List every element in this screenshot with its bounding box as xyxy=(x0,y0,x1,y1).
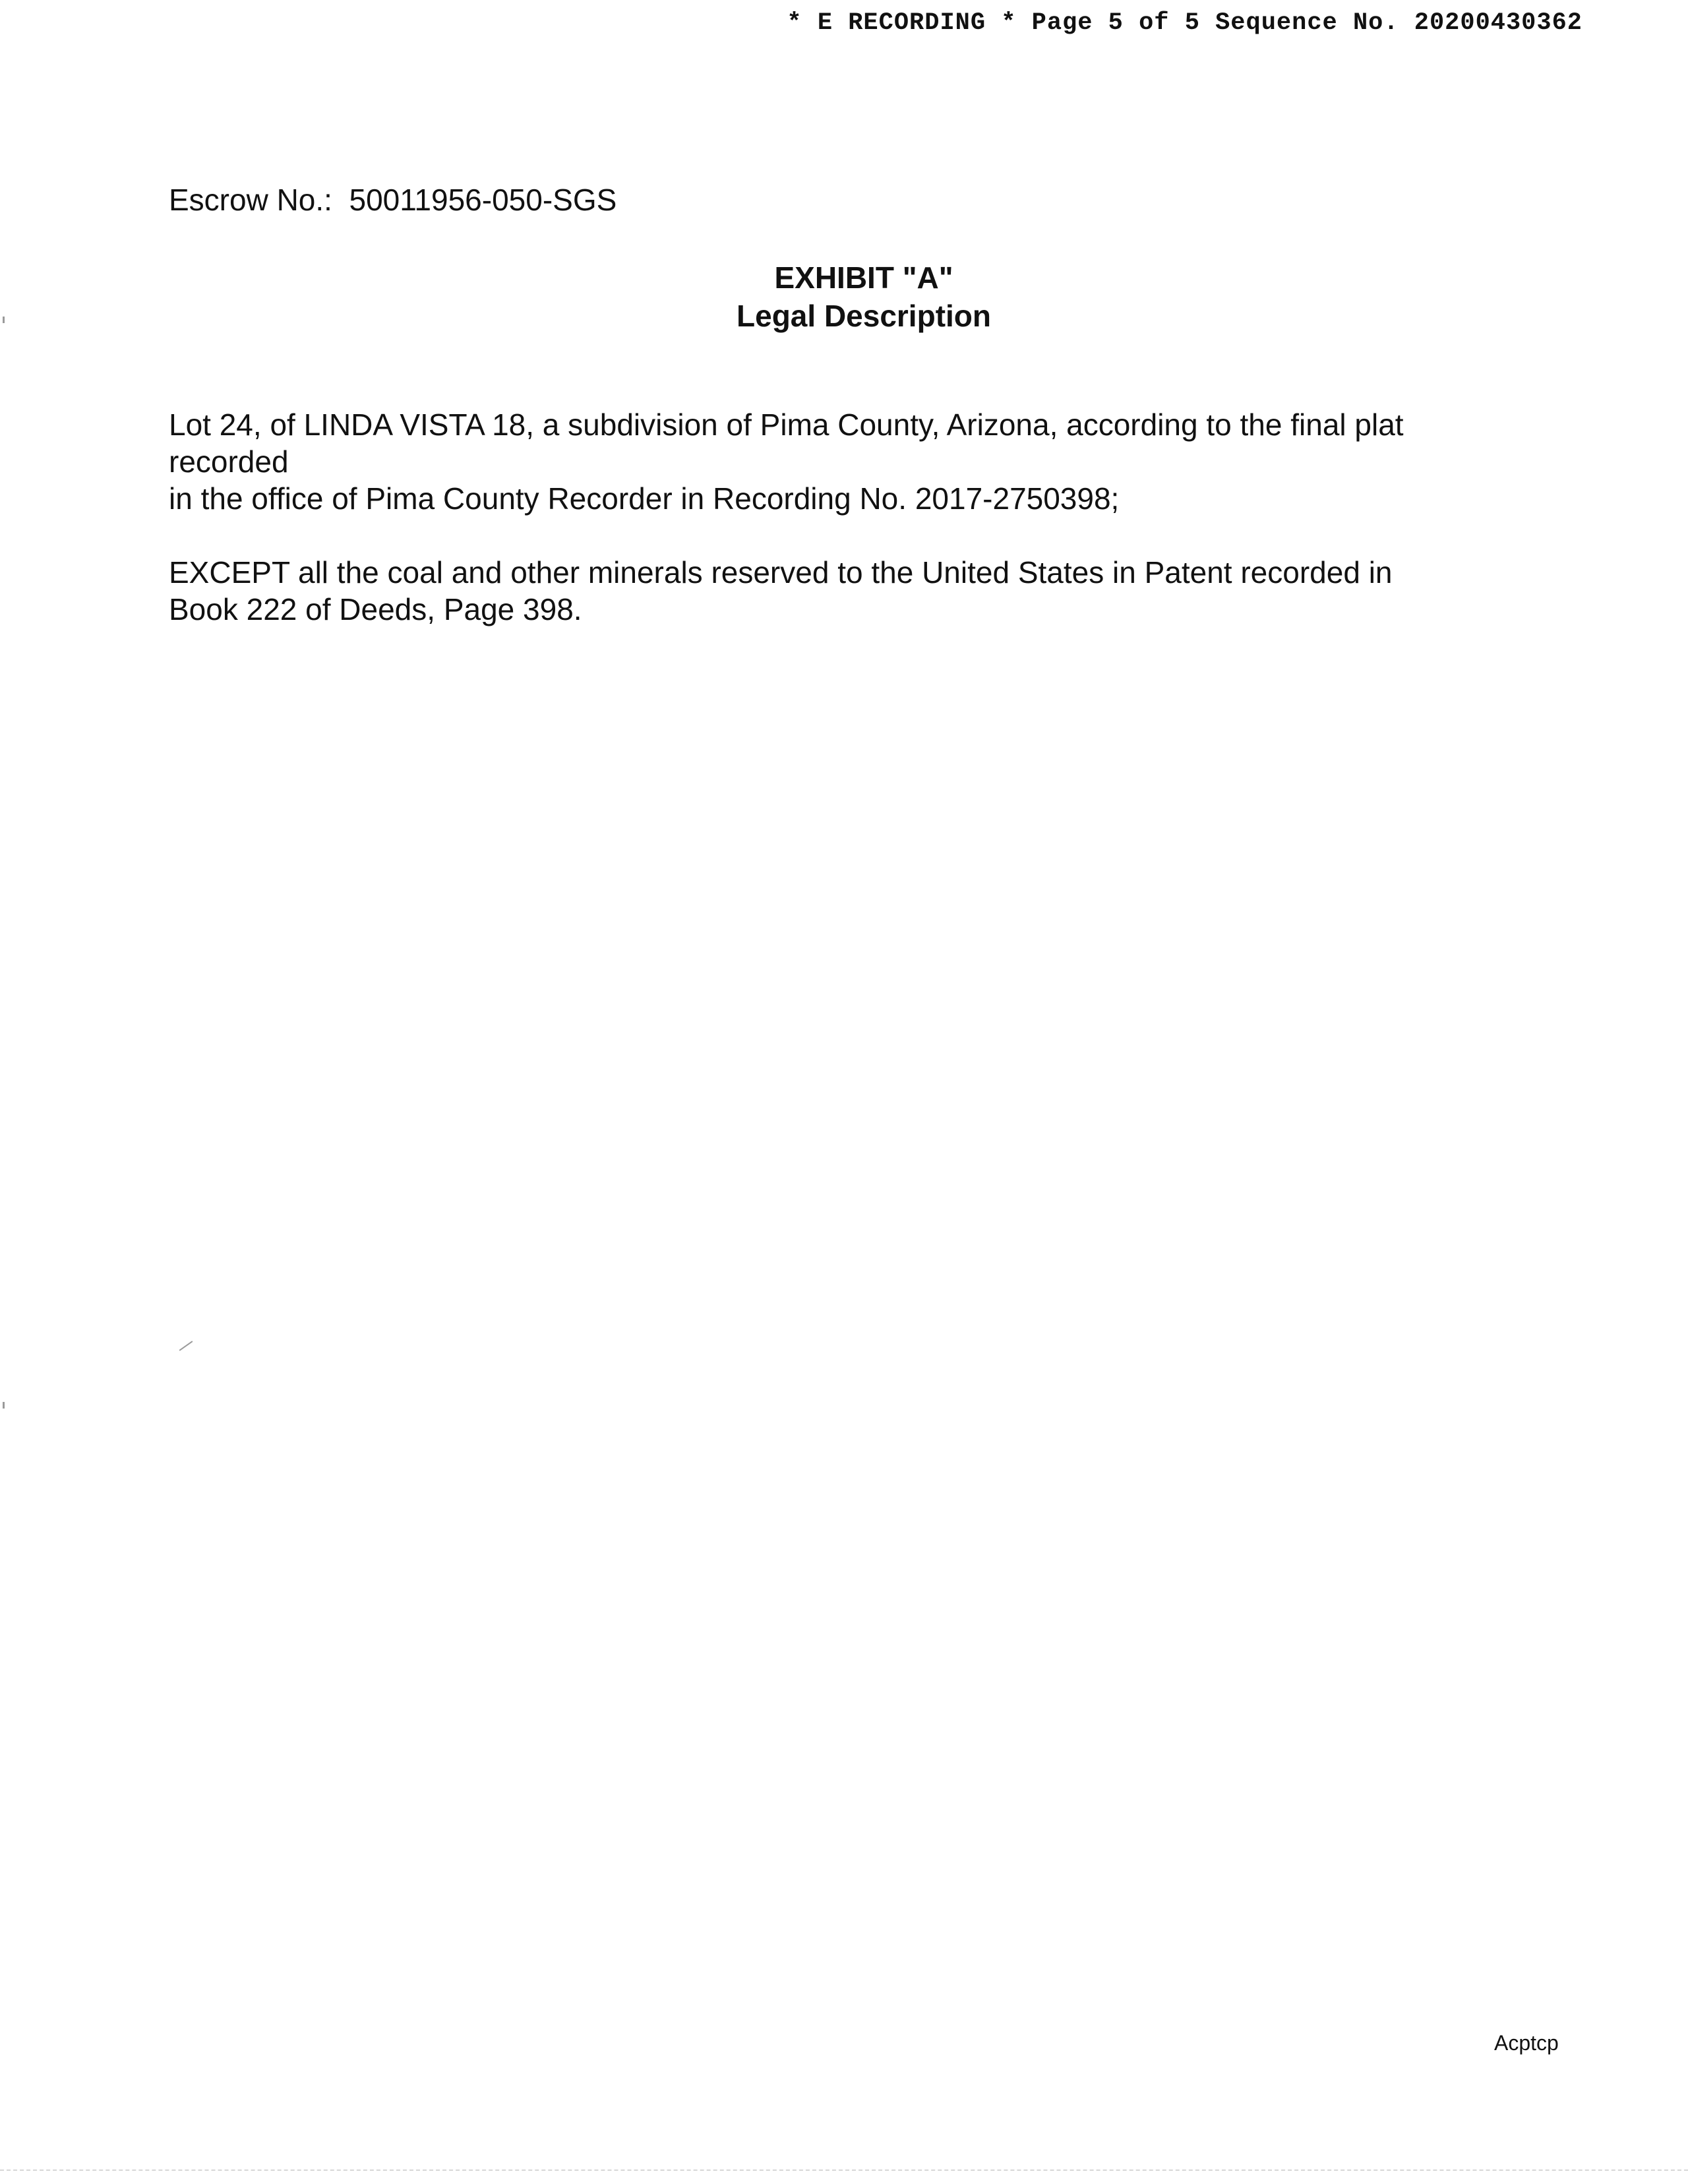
scan-artifact-line xyxy=(0,2169,1688,2172)
exhibit-subtitle: Legal Description xyxy=(737,299,991,333)
legal-line: recorded xyxy=(169,444,289,479)
exception-line: Book 222 of Deeds, Page 398. xyxy=(169,592,582,626)
scan-speck xyxy=(3,1402,5,1409)
escrow-number: 50011956-050-SGS xyxy=(349,183,617,217)
legal-line: in the office of Pima County Recorder in Recording No. 2017-2750398; xyxy=(169,481,1120,516)
escrow-number-line xyxy=(169,182,617,218)
recording-stamp: * E RECORDING * Page 5 of 5 Sequence No. 20200430362 xyxy=(787,9,1582,37)
exhibit-heading xyxy=(0,258,1688,335)
footer-code: Acptcp xyxy=(1494,2031,1559,2055)
exception-line: EXCEPT all the coal and other minerals reserved to the United States in Patent recorded in xyxy=(169,555,1393,590)
legal-line: Lot 24, of LINDA VISTA 18, a subdivision of Pima County, Arizona, according to the final plat xyxy=(169,408,1404,442)
scan-speck xyxy=(179,1341,193,1350)
scan-speck xyxy=(3,317,5,323)
escrow-label: Escrow No.: xyxy=(169,183,332,217)
legal-description xyxy=(169,406,1567,628)
exhibit-title: EXHIBIT "A" xyxy=(774,260,953,295)
